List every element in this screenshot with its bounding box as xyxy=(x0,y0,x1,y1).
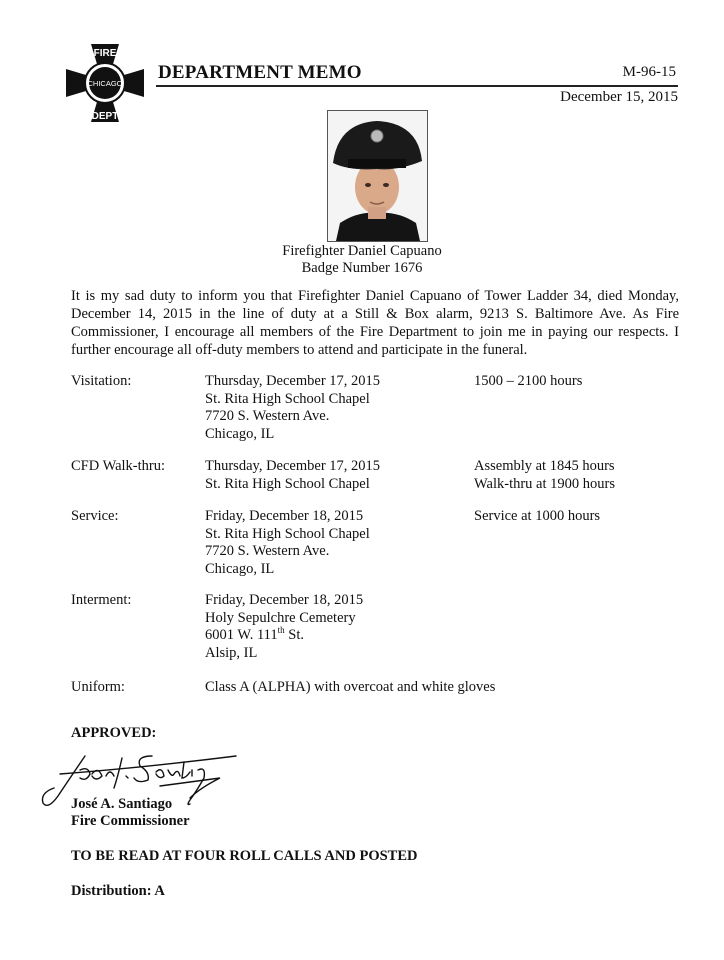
visitation-times xyxy=(474,373,582,391)
interment-street-ordinal: th xyxy=(277,625,285,636)
service-street: 7720 S. Western Ave. xyxy=(205,543,330,559)
distribution-line: Distribution: A xyxy=(71,883,165,899)
firefighter-portrait-icon xyxy=(328,111,427,241)
memo-number: M-96-15 xyxy=(622,64,676,80)
service-city: Chicago, IL xyxy=(205,560,275,577)
walkthru-date: Thursday, December 17, 2015 xyxy=(205,458,381,474)
visitation-label: Visitation: xyxy=(71,373,132,389)
walkthru-label: CFD Walk-thru: xyxy=(71,458,166,474)
visitation-venue: St. Rita High School Chapel xyxy=(205,390,370,407)
logo-center-text: CHICAGO xyxy=(87,79,123,88)
walkthru-venue: St. Rita High School Chapel xyxy=(205,475,370,492)
interment-venue: Holy Sepulchre Cemetery xyxy=(205,609,356,626)
walkthru-details xyxy=(205,458,380,493)
visitation-street: 7720 S. Western Ave. xyxy=(205,408,330,424)
walkthru-times xyxy=(474,458,615,493)
read-notice: TO BE READ AT FOUR ROLL CALLS AND POSTED xyxy=(71,848,418,864)
visitation-hours: 1500 – 2100 hours xyxy=(474,373,583,389)
interment-city: Alsip, IL xyxy=(205,644,258,661)
service-hours: Service at 1000 hours xyxy=(474,508,601,524)
service-date: Friday, December 18, 2015 xyxy=(205,508,364,524)
intro-paragraph: It is my sad duty to inform you that Firefighter Daniel Capuano of Tower Ladder 34, died Monday, December 14, 2015 in the line of duty at a Still & Box alarm, 9213 S. Baltimore Ave. As Fire Commissioner, I encourage all members of the Fire Department to join me in paying our respects. I further encourage all off-duty members to attend and participate in the funeral. xyxy=(71,288,679,358)
interment-street xyxy=(205,627,363,645)
interment-details xyxy=(205,592,363,662)
photo-caption-name: Firefighter Daniel Capuano xyxy=(282,243,442,259)
interment-label: Interment: xyxy=(71,592,132,608)
header-rule xyxy=(156,85,678,87)
walkthru-start: Walk-thru at 1900 hours xyxy=(474,475,615,492)
memo-date: December 15, 2015 xyxy=(560,89,678,105)
photo-caption-badge: Badge Number 1676 xyxy=(301,260,423,276)
signer-title: Fire Commissioner xyxy=(71,813,190,829)
service-times xyxy=(474,508,600,526)
interment-street-prefix: 6001 W. 111 xyxy=(205,627,278,643)
interment-date: Friday, December 18, 2015 xyxy=(205,592,364,608)
visitation-date: Thursday, December 17, 2015 xyxy=(205,373,381,389)
logo-bottom-text: DEPT xyxy=(91,111,119,122)
uniform-details: Class A (ALPHA) with overcoat and white gloves xyxy=(205,679,496,695)
service-label: Service: xyxy=(71,508,119,524)
interment-street-suffix: St. xyxy=(284,627,305,643)
visitation-city: Chicago, IL xyxy=(205,425,275,442)
firefighter-photo xyxy=(327,110,428,242)
signer-name: José A. Santiago xyxy=(71,796,173,812)
logo-top-text: FIRE xyxy=(93,48,117,59)
approved-label: APPROVED: xyxy=(71,725,157,741)
chicago-fire-dept-logo xyxy=(64,42,146,124)
walkthru-assembly: Assembly at 1845 hours xyxy=(474,458,615,474)
memo-title: DEPARTMENT MEMO xyxy=(158,62,362,83)
uniform-label: Uniform: xyxy=(71,679,125,695)
visitation-details xyxy=(205,373,380,443)
service-details xyxy=(205,508,370,578)
service-venue: St. Rita High School Chapel xyxy=(205,525,370,542)
